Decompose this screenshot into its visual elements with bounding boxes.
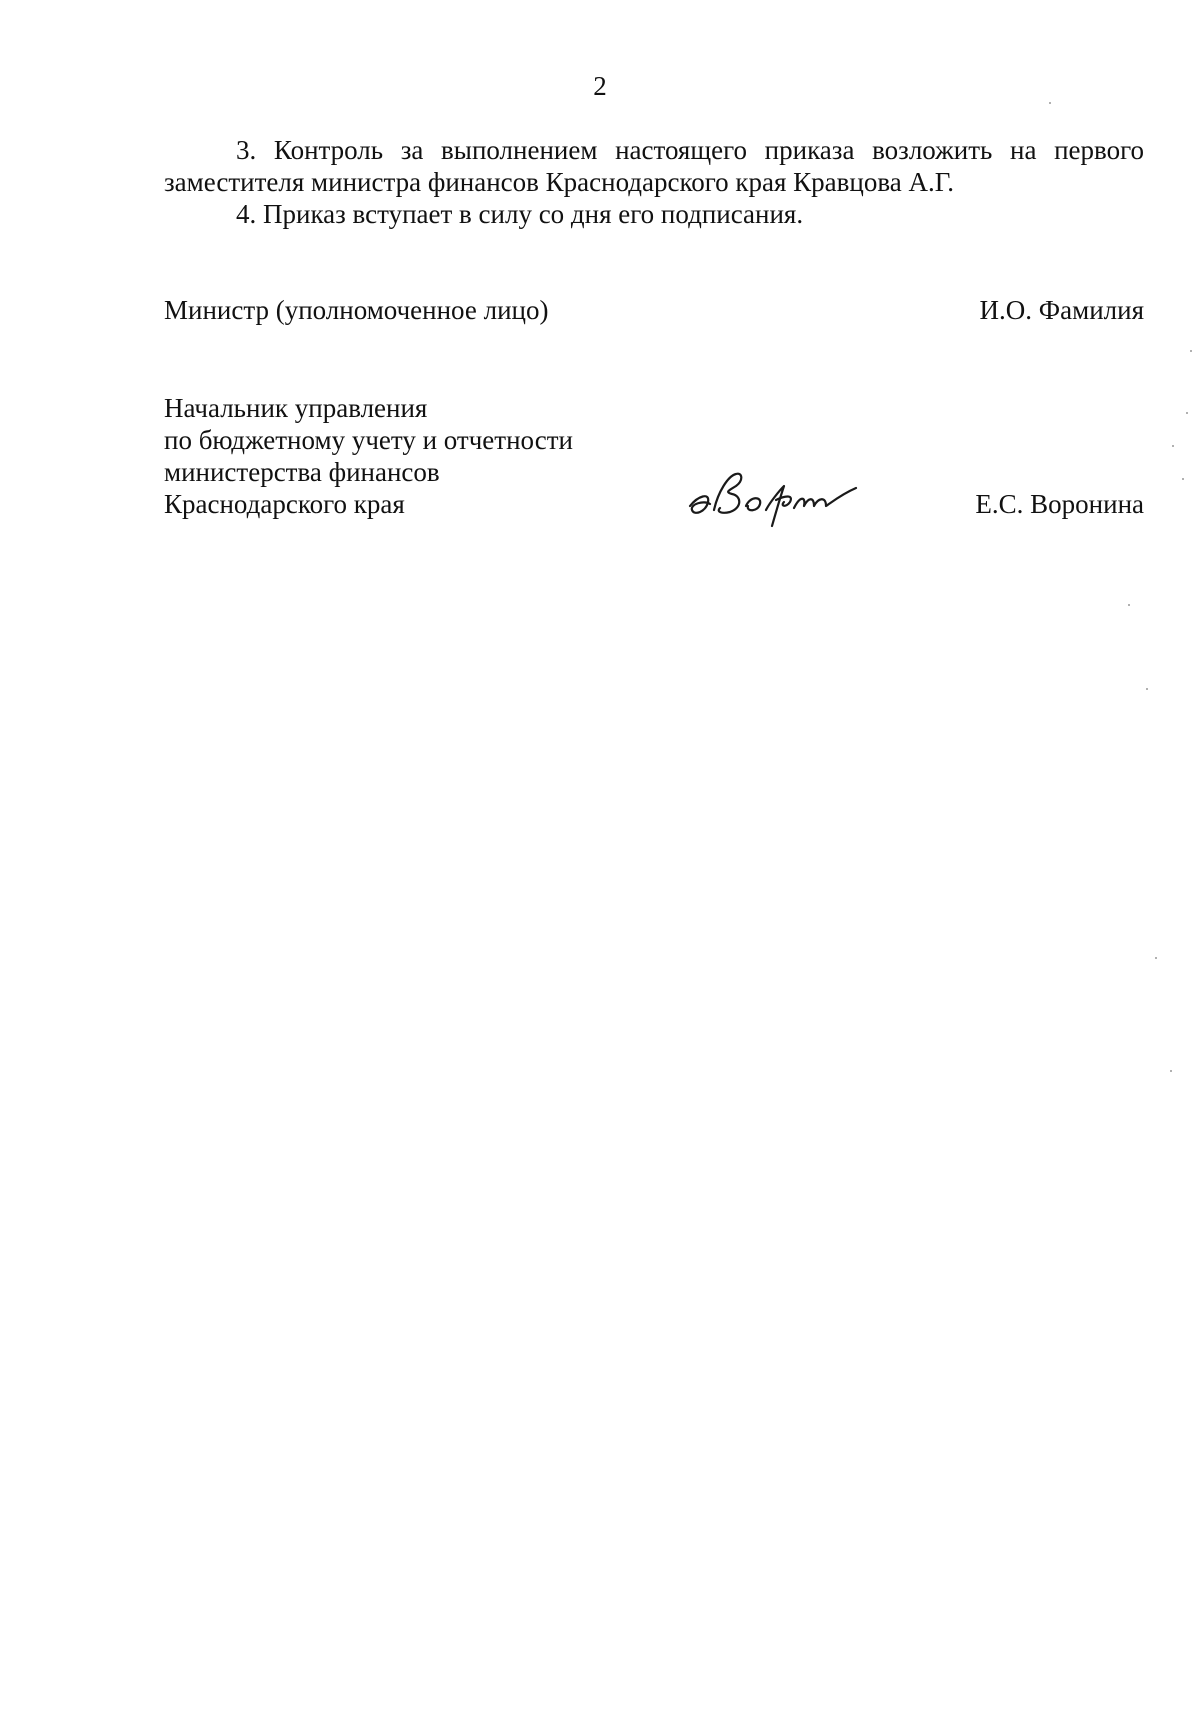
head-title <box>164 392 573 520</box>
scan-speck <box>1172 445 1174 447</box>
scan-speck <box>1146 688 1148 690</box>
head-title-line: Начальник управления <box>164 393 428 423</box>
head-title-line: министерства финансов <box>164 457 440 487</box>
head-name: Е.С. Воронина <box>975 489 1144 519</box>
scan-speck <box>1186 412 1188 414</box>
minister-signature-block <box>164 294 1144 326</box>
scan-speck <box>1155 957 1157 959</box>
paragraph-effective-date: 4. Приказ вступает в силу со дня его подписания. <box>236 199 804 229</box>
paragraph-control: 3. Контроль за выполнением настоящего приказа возложить на первого заместителя министра финансов Краснодарского края Кравцова А.Г. <box>164 135 1144 197</box>
scan-speck <box>1128 604 1130 606</box>
head-signature-block <box>164 392 1144 520</box>
handwritten-signature <box>680 466 880 536</box>
order-body <box>164 134 1144 230</box>
minister-name: И.О. Фамилия <box>979 295 1144 325</box>
minister-title: Министр (уполномоченное лицо) <box>164 295 549 325</box>
page-number: 2 <box>593 71 607 101</box>
scan-speck <box>1182 478 1184 480</box>
scan-speck <box>1190 350 1192 352</box>
head-title-line: по бюджетному учету и отчетности <box>164 425 573 455</box>
scan-speck <box>1170 1070 1172 1072</box>
scan-speck <box>1049 102 1051 104</box>
head-title-line: Краснодарского края <box>164 489 405 519</box>
